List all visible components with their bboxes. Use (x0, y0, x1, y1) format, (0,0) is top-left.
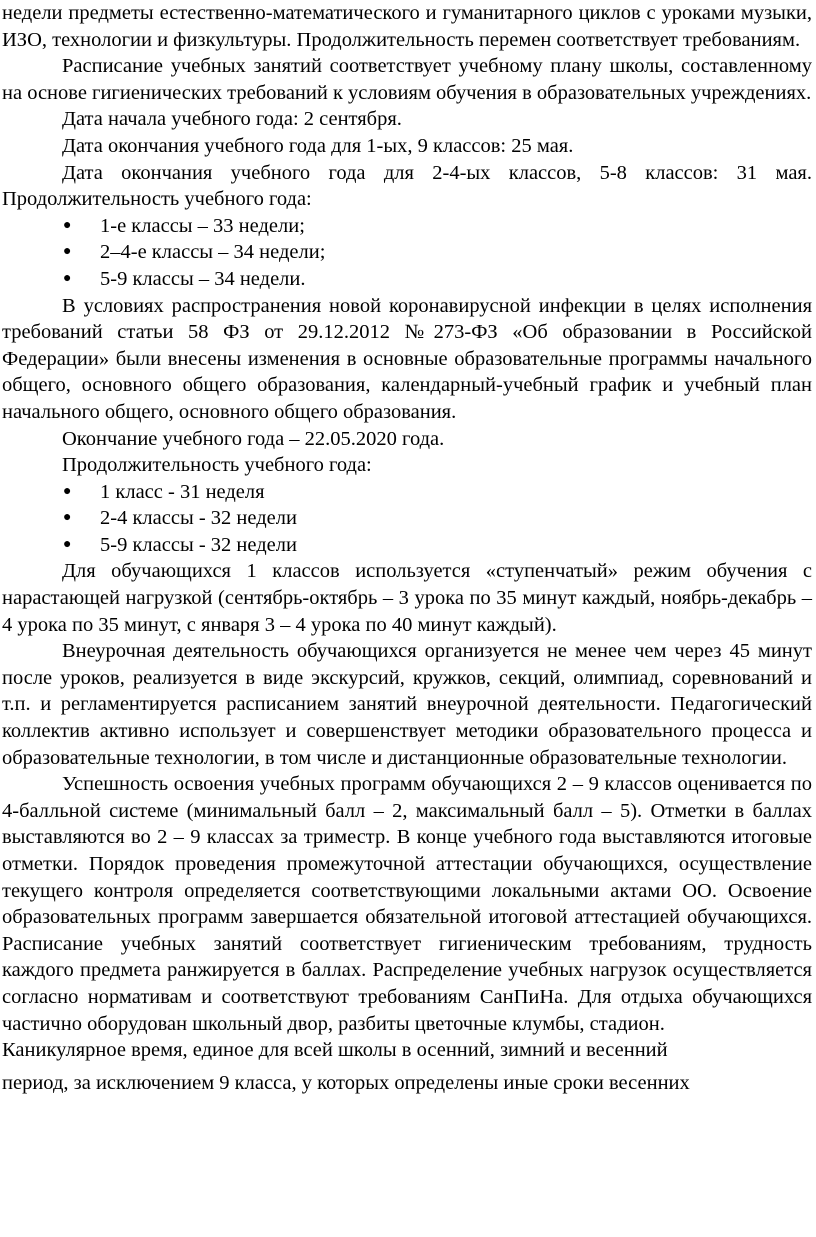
paragraph-first-grade-mode: Для обучающихся 1 классов используется «ступенчатый» режим обучения с нарастающей нагрузкой (сентябрь-октябрь – 3 урока по 35 минут каждый, ноябрь-декабрь – 4 урока по 35 минут, с января 3 – 4 урока по 40 минут каждый). (2, 560, 812, 636)
bullet-icon: ● (63, 510, 72, 526)
paragraph-end-date-2-8: Дата окончания учебного года для 2-4-ых классов, 5-8 классов: 31 мая. Продолжительность учебного года: (2, 161, 812, 211)
list-item-text: 5-9 классы – 34 недели. (100, 267, 306, 290)
duration-list-covid (2, 479, 812, 559)
paragraph-covid: В условиях распространения новой коронавирусной инфекции в целях исполнения требований статьи 58 ФЗ от 29.12.2012 №273-ФЗ «Об образовании в Российской Федерации» были внесены изменения в основные образовательные программы начального общего, основного общего образования, календарный-учебный график и учебный план начального общего, основного общего образования. (2, 294, 812, 423)
list-item (2, 532, 812, 559)
paragraph-schedule: Расписание учебных занятий соответствует учебному плану школы, составленному на основе гигиенических требований к условиям обучения в образовательных учреждениях. (2, 55, 812, 104)
bullet-icon: ● (63, 483, 72, 499)
paragraph-holidays-line-1: Каникулярное время, единое для всей школы в осенний, зимний и весенний (2, 1039, 668, 1062)
list-item (2, 266, 812, 293)
paragraph-intro-continuation: недели предметы естественно-математического и гуманитарного циклов с уроками музыки, ИЗО, технологии и физкультуры. Продолжительность перемен соответствует требованиям. (2, 2, 812, 51)
list-item-text: 1 класс - 31 неделя (100, 480, 265, 503)
paragraph-extracurricular: Внеурочная деятельность обучающихся организуется не менее чем через 45 минут после уроков, реализуется в виде экскурсий, кружков, секций, олимпиад, соревнований и т.п. и регламентируется расписанием занятий внеурочной деятельности. Педагогический коллектив активно использует и совершенствует методики образовательного процесса и образовательные технологии, в том числе и дистанционные образовательные технологии. (2, 640, 812, 769)
document-page (2, 0, 812, 1096)
list-item (2, 505, 812, 532)
list-item-text: 1-е классы – 33 недели; (100, 214, 305, 237)
list-item (2, 479, 812, 506)
list-item-text: 2–4-е классы – 34 недели; (100, 241, 326, 264)
list-item-text: 5-9 классы - 32 недели (100, 533, 297, 556)
paragraph-assessment: Успешность освоения учебных программ обучающихся 2 – 9 классов оценивается по 4-балльной системе (минимальный балл – 2, максимальный балл – 5). Отметки в баллах выставляются во 2 – 9 классах за триместр. В конце учебного года выставляются итоговые отметки. Порядок проведения промежуточной аттестации обучающихся, осуществление текущего контроля определяется соответствующими локальными актами ОО. Освоение образовательных программ завершается обязательной итоговой аттестацией обучающихся. Расписание учебных занятий соответствует гигиеническим требованиям, трудность каждого предмета ранжируется в баллах. Распределение учебных нагрузок осуществляется согласно нормативам и соответствуют требованиям СанПиНа. Для отдыха обучающихся частично оборудован школьный двор, разбиты цветочные клумбы, стадион. (2, 773, 812, 1035)
paragraph-duration-label: Продолжительность учебного года: (62, 454, 372, 477)
bullet-icon: ● (63, 270, 72, 286)
list-item (2, 239, 812, 266)
duration-list-regular (2, 213, 812, 293)
paragraph-end-date-1-9: Дата окончания учебного года для 1-ых, 9 классов: 25 мая. (62, 134, 574, 157)
paragraph-year-end: Окончание учебного года – 22.05.2020 года. (62, 427, 445, 450)
bullet-icon: ● (63, 536, 72, 552)
list-item-text: 2-4 классы - 32 недели (100, 507, 297, 530)
paragraph-start-date: Дата начала учебного года: 2 сентября. (62, 108, 402, 131)
list-item (2, 213, 812, 240)
bullet-icon: ● (63, 244, 72, 260)
bullet-icon: ● (63, 217, 72, 233)
paragraph-holidays-line-2: период, за исключением 9 класса, у которых определены иные сроки весенних (2, 1071, 690, 1094)
